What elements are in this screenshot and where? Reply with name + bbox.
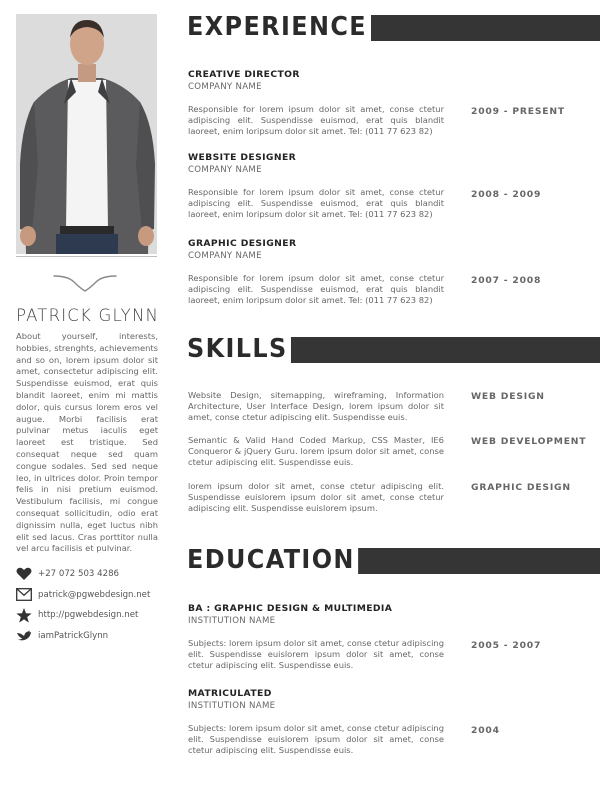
contact-email [16, 588, 166, 604]
education-item-institution: INSTITUTION NAME [188, 701, 276, 711]
skill-item-label: WEB DESIGN [471, 391, 545, 402]
experience-item-title: CREATIVE DIRECTOR [188, 69, 300, 80]
experience-item-date: 2007 - 2008 [471, 275, 542, 286]
experience-item-date: 2009 - PRESENT [471, 106, 565, 117]
experience-item-date: 2008 - 2009 [471, 189, 542, 200]
contact-phone [16, 567, 166, 583]
education-item-date: 2005 - 2007 [471, 640, 542, 651]
skill-item-desc: Website Design, sitemapping, wireframing, Information Architecture, User Interface Design, lorem ipsum dolor sit amet, conse ctetur adipiscing elit. Suspendisse euis. [188, 390, 444, 423]
education-item-desc: Subjects: lorem ipsum dolor sit amet, conse ctetur adipiscing elit. Suspendisse euislorem ipsum dolor sit amet, conse ctetur adipiscing elit. Suspendisse euis. [188, 638, 444, 671]
experience-item-title: WEBSITE DESIGNER [188, 152, 297, 163]
skill-item-desc: Semantic & Valid Hand Coded Markup, CSS Master, IE6 Conqueror & jQuery Guru. lorem ipsum dolor sit amet, conse ctetur adipiscing elit. Suspendisse euis. [188, 435, 444, 468]
experience-item-company: COMPANY NAME [188, 251, 262, 261]
profile-about: About yourself, interests, hobbies, strenghts, achievements and so on, lorem ipsum dolor sit amet, consectetur adipiscing elit. Suspendisse euismod, erat quis blandit laoreet, enim mi mattis dolor, quis cursus lorem eros vel augue. Morbi facilisis erat pulvinar metus iaculis eget laoreet est tristique. Sed consequat neque sed quam congue sodales. Sed sed neque leo, in ultrices dolor. Proin tempor felis in nisi pretium euismod. Vestibulum facilisis, mi congue consequat sollicitudin, odio erat dignissim nulla, eget luctus nibh elit sed lacus. Cras porttitor nulla vel arcu facilisis et pulvinar. [16, 331, 158, 554]
star-icon [16, 608, 32, 628]
envelope-icon [16, 588, 32, 606]
contact-email-text[interactable]: patrick@pgwebdesign.net [38, 590, 151, 600]
experience-item-desc: Responsible for lorem ipsum dolor sit amet, conse ctetur adipiscing elit. Suspendisse euismod, erat quis blandit laoreet, enim loripsum dolor sit amet. Tel: (011 77 623 82) [188, 104, 444, 137]
photo-divider [16, 256, 157, 257]
education-item-date: 2004 [471, 725, 500, 736]
contact-website [16, 608, 166, 624]
skill-item-desc: lorem ipsum dolor sit amet, conse ctetur adipiscing elit. Suspendisse euislorem ipsum dolor sit amet, conse ctetur adipiscing elit. Suspendisse euislorem ipsum. [188, 481, 444, 514]
education-item-desc: Subjects: lorem ipsum dolor sit amet, conse ctetur adipiscing elit. Suspendisse euislorem ipsum dolor sit amet, conse ctetur adipiscing elit. Suspendisse euis. [188, 723, 444, 756]
skill-item-label: GRAPHIC DESIGN [471, 482, 571, 493]
heart-icon [16, 567, 32, 586]
contact-website-text[interactable]: http://pgwebdesign.net [38, 610, 139, 620]
education-heading: EDUCATION [187, 545, 359, 575]
experience-item-title: GRAPHIC DESIGNER [188, 238, 297, 249]
education-item-title: MATRICULATED [188, 688, 272, 699]
experience-item-desc: Responsible for lorem ipsum dolor sit amet, conse ctetur adipiscing elit. Suspendisse euismod, erat quis blandit laoreet, enim loripsum dolor sit amet. Tel: (011 77 623 82) [188, 273, 444, 306]
skill-item-label: WEB DEVELOPMENT [471, 436, 587, 447]
education-item-title: BA : GRAPHIC DESIGN & MULTIMEDIA [188, 603, 393, 614]
experience-item-company: COMPANY NAME [188, 165, 262, 175]
skills-heading: SKILLS [187, 334, 291, 364]
profile-name: PATRICK GLYNN [16, 306, 160, 325]
contact-twitter [16, 629, 166, 645]
profile-photo [16, 14, 157, 254]
experience-heading: EXPERIENCE [187, 12, 371, 42]
bird-icon [16, 629, 32, 648]
education-item-institution: INSTITUTION NAME [188, 616, 276, 626]
contact-twitter-text[interactable]: iamPatrickGlynn [38, 631, 109, 641]
contact-phone-text: +27 072 503 4286 [38, 569, 120, 579]
decorative-brace-ornament [52, 272, 118, 299]
experience-item-company: COMPANY NAME [188, 82, 262, 92]
experience-item-desc: Responsible for lorem ipsum dolor sit amet, conse ctetur adipiscing elit. Suspendisse euismod, erat quis blandit laoreet, enim loripsum dolor sit amet. Tel: (011 77 623 82) [188, 187, 444, 220]
